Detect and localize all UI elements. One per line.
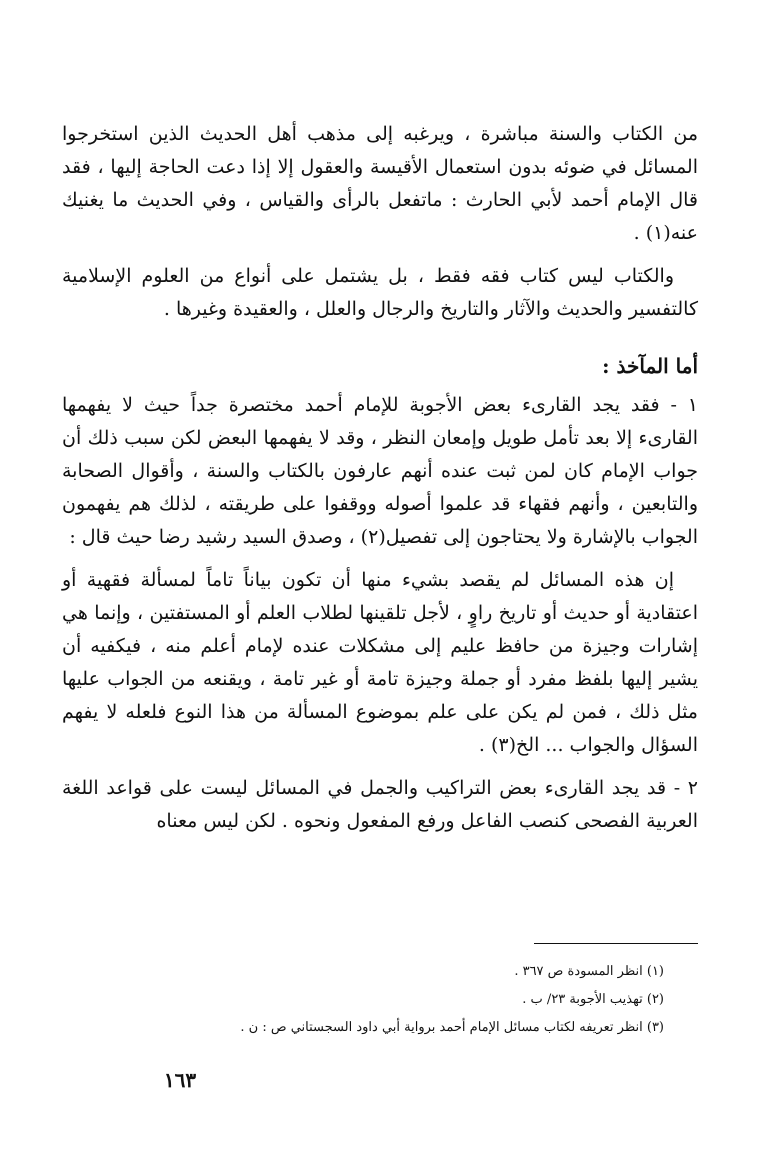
footnote: (٢) تهذيب الأجوبة ٢٣/ ب . [522, 992, 664, 1007]
paragraph: ٢ - قد يجد القارىء بعض التراكيب والجمل في المسائل ليست على قواعد اللغة العربية الفصحى كنصب الفاعل ورفع المفعول ونحوه . لكن ليس معناه [62, 777, 698, 832]
page-number: ١٦٣ [163, 1068, 197, 1092]
paragraph: من الكتاب والسنة مباشرة ، ويرغبه إلى مذهب أهل الحديث الذين استخرجوا المسائل في ضوئه بدون استعمال الأقيسة والعقول إلا إذا دعت الحاجة إليها ، فقد قال الإمام أحمد لأبي الحارث : ماتفعل بالرأى والقياس ، وفي الحديث ما يغنيك عنه(١) . [62, 123, 698, 244]
quoted-paragraph: إن هذه المسائل لم يقصد بشيء منها أن تكون بياناً تاماً لمسألة فقهية أو اعتقادية أو حديث أو تاريخ راوٍ ، لأجل تلقينها لطلاب العلم أو المستفتين ، وإنما هي إشارات وجيزة من حافظ عليم إلى مشكلات عنده لإمام أعلم منه ، فيكفيه أن يشير إليها بلفظ مفرد أو جملة وجيزة تامة أو غير تامة ، ويقنعه من الجواب عليها مثل ذلك ، فمن لم يكن على علم بموضوع المسألة من هذا النوع فلعله لا يفهم السؤال والجواب ... الخ(٣) . [62, 569, 698, 756]
section-heading: أما المآخذ : [602, 354, 698, 378]
paragraph: والكتاب ليس كتاب فقه فقط ، بل يشتمل على أنواع من العلوم الإسلامية كالتفسير والحديث والآثار والتاريخ والرجال والعلل ، والعقيدة وغيرها . [62, 265, 698, 320]
footnotes [62, 958, 664, 1042]
main-text [62, 118, 698, 848]
footnote: (١) انظر المسودة ص ٣٦٧ . [514, 964, 664, 979]
footnote: (٣) انظر تعريفه لكتاب مسائل الإمام أحمد برواية أبي داود السجستاني ص : ن . [240, 1020, 664, 1035]
footnote-divider [534, 943, 698, 944]
paragraph: ١ - فقد يجد القارىء بعض الأجوبة للإمام أحمد مختصرة جداً حيث لا يفهمها القارىء إلا بعد تأمل طويل وإمعان النظر ، وقد لا يفهمها البعض لكن سبب ذلك أن جواب الإمام كان لمن ثبت عنده أنهم عارفون بالكتاب والسنة ، وأقوال الصحابة والتابعين ، وأنهم فقهاء قد علموا أصوله ووقفوا على طريقته ، لذلك هم يفهمون الجواب بالإشارة ولا يحتاجون إلى تفصيل(٢) ، وصدق السيد رشيد رضا حيث قال : [62, 394, 698, 548]
